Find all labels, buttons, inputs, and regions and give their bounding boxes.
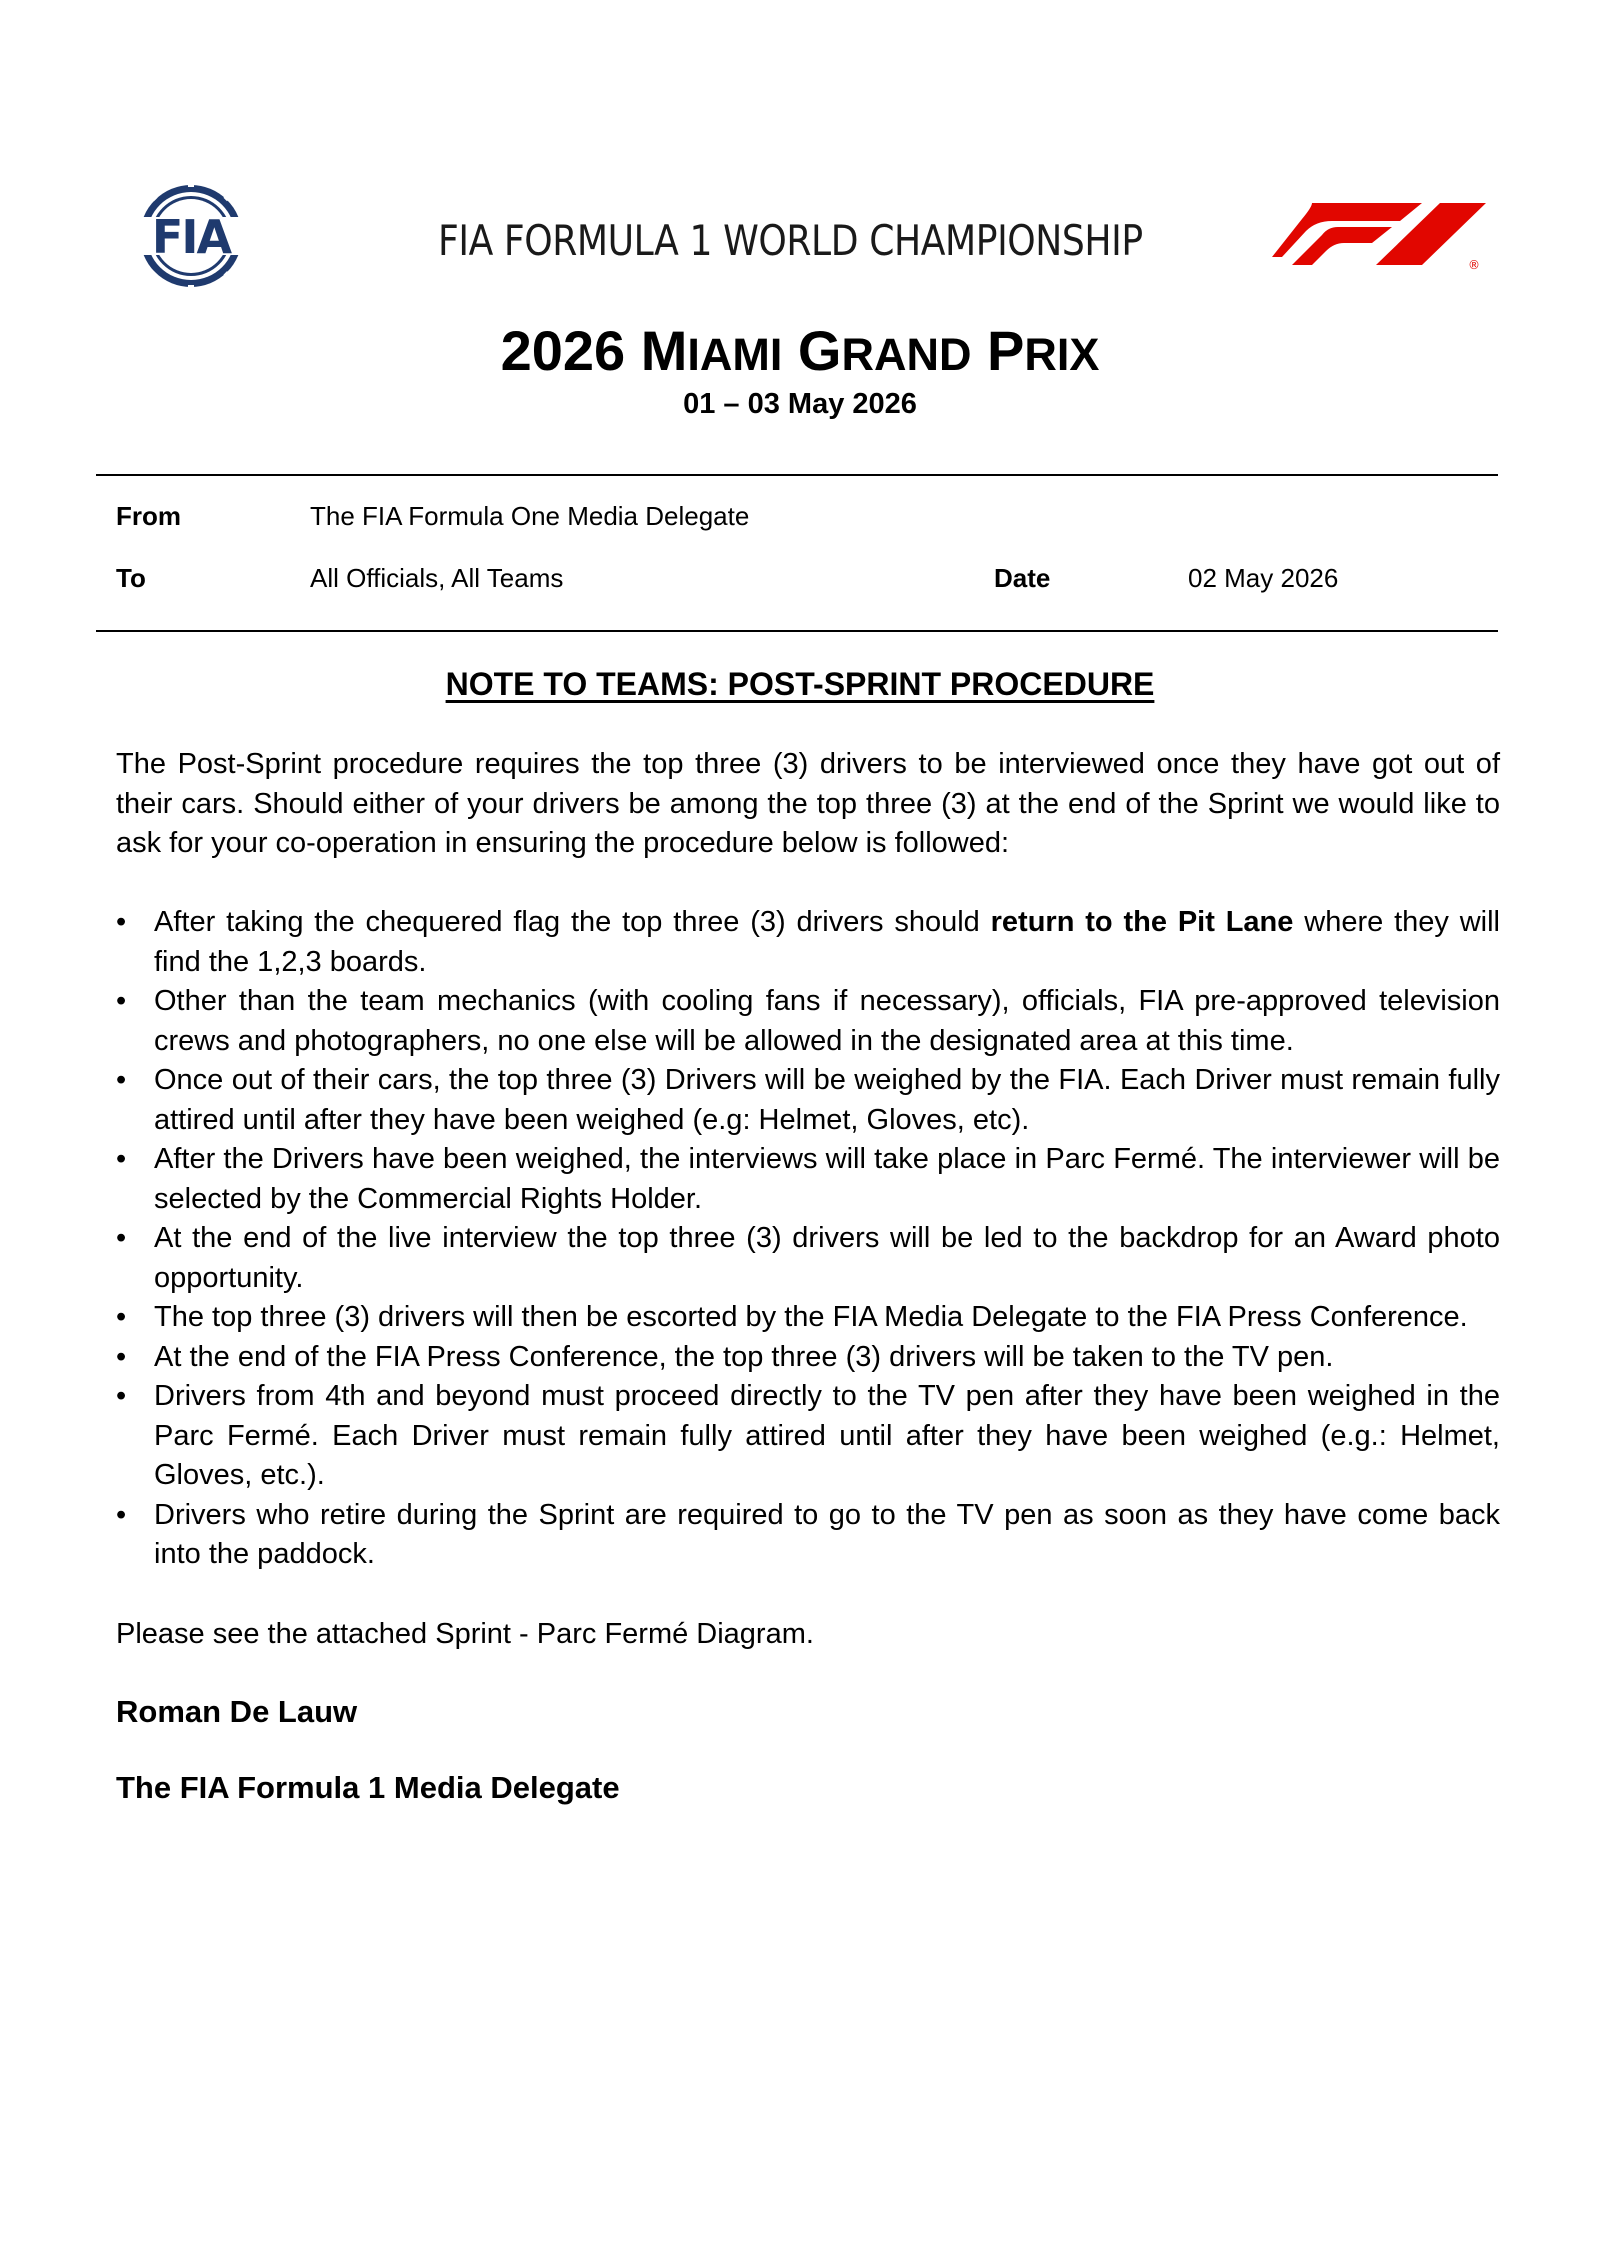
bullet-icon: • xyxy=(116,906,127,938)
list-item: • Once out of their cars, the top three (3) Drivers will be weighed by the FIA. Each Driver must remain fully attired until after they have been weighed (e.g: Helmet, Gloves, etc). xyxy=(116,1061,1500,1140)
event-name-word: MIAMI xyxy=(640,319,783,382)
signatory-name: Roman De Lauw xyxy=(116,1694,358,1729)
bullet-icon: • xyxy=(116,1222,127,1254)
date-label: Date xyxy=(994,563,1051,593)
list-item: • The top three (3) drivers will then be escorted by the FIA Media Delegate to the FIA Press Conference. xyxy=(116,1298,1500,1338)
list-item: • After the Drivers have been weighed, the interviews will take place in Parc Fermé. The interviewer will be selected by the Commercial Rights Holder. xyxy=(116,1140,1500,1219)
event-name-word: GRAND xyxy=(797,319,972,382)
bullet-icon: • xyxy=(116,1380,127,1412)
intro-paragraph: The Post-Sprint procedure requires the top three (3) drivers to be interviewed once they have got out of their cars. Should either of your drivers be among the top three (3) at the end of the Sprint we would like to ask for your co-operation in ensuring the procedure below is followed: xyxy=(116,748,1500,859)
championship-title: FIA FORMULA 1 WORLD CHAMPIONSHIP xyxy=(438,216,1143,265)
to-value: All Officials, All Teams xyxy=(310,563,564,593)
signatory-role: The FIA Formula 1 Media Delegate xyxy=(116,1770,620,1805)
list-item: • At the end of the live interview the top three (3) drivers will be led to the backdrop for an Award photo opportunity. xyxy=(116,1219,1500,1298)
fia-logo-text: FIA xyxy=(151,210,231,264)
bullet-icon: • xyxy=(116,1498,127,1531)
bullet-icon: • xyxy=(116,1064,127,1096)
from-value: The FIA Formula One Media Delegate xyxy=(310,501,750,531)
from-label: From xyxy=(116,501,181,531)
procedure-list xyxy=(116,903,1500,1575)
header-divider-bottom xyxy=(96,630,1498,632)
closing-paragraph: Please see the attached Sprint - Parc Fermé Diagram. xyxy=(116,1618,814,1650)
emphasis-text: return to the Pit Lane xyxy=(990,906,1294,938)
event-title xyxy=(0,318,1600,383)
f1-registered-mark: ® xyxy=(1468,258,1480,272)
fia-emblem-icon xyxy=(114,183,268,289)
bullet-icon: • xyxy=(116,1143,127,1175)
bullet-icon: • xyxy=(116,1340,127,1373)
list-item: • Drivers who retire during the Sprint are required to go to the TV pen as soon as they have come back into the paddock. xyxy=(116,1496,1500,1575)
event-dates: 01 – 03 May 2026 xyxy=(683,388,917,420)
date-value: 02 May 2026 xyxy=(1188,563,1339,593)
event-year: 2026 xyxy=(500,319,626,382)
header-divider-top xyxy=(96,474,1498,476)
bullet-icon: • xyxy=(116,985,127,1017)
list-item: • Drivers from 4th and beyond must proceed directly to the TV pen after they have been weighed in the Parc Fermé. Each Driver must remain fully attired until after they have been weighed (e.g.: Helmet, Gloves, etc.). xyxy=(116,1377,1500,1496)
event-name-word: PRIX xyxy=(987,319,1100,382)
bullet-icon: • xyxy=(116,1301,127,1333)
list-item: • Other than the team mechanics (with cooling fans if necessary), officials, FIA pre-approved television crews and photographers, no one else will be allowed in the designated area at this time. xyxy=(116,982,1500,1061)
to-label: To xyxy=(116,563,146,593)
list-item: • At the end of the FIA Press Conference, the top three (3) drivers will be taken to the TV pen. xyxy=(116,1338,1500,1378)
f1-logo-icon xyxy=(1272,203,1502,273)
note-title: NOTE TO TEAMS: POST-SPRINT PROCEDURE xyxy=(445,666,1155,702)
list-item: • After taking the chequered flag the top three (3) drivers should return to the Pit Lane where they will find the 1,2,3 boards. xyxy=(116,903,1500,982)
